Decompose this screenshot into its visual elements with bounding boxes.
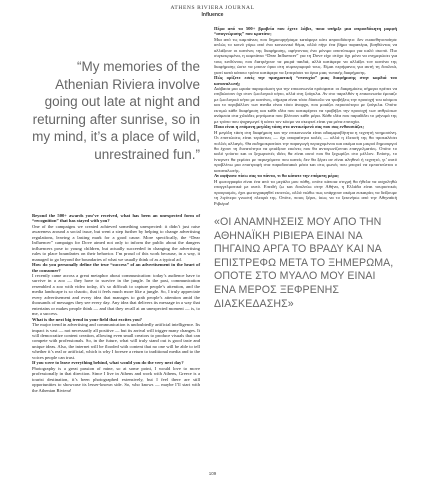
interview-question: Αν αφήνατε πίσω σας τα πάντα, τι θα κάνατε την επόμενη μέρα; (214, 173, 339, 179)
pullquote-greek: «ΟΙ ΑΝΑΜΝΗΣΕΙΣ ΜΟΥ ΑΠΟ ΤΗΝ ΑΘΗΝΑΪΚΗ ΡΙΒΙΕΡΑ ΕΙΝΑΙ ΝΑ ΠΗΓΑΙΝΩ ΑΡΓΑ ΤΟ ΒΡΑΔΥ ΚΑΙ ΝΑ ΕΠΙΣΤΡΕΦΩ ΜΕΤΑ ΤΟ ΞΗΜΕΡΩΜΑ, ΟΠΟΤΕ ΣΤΟ ΜΥΑΛΟ ΜΟΥ ΕΙΝΑΙ ΕΝΑ ΜΕΡΟΣ ΞΕΦΡΕΝΗΣ ΔΙΑΣΚΕΔΑΣΗΣ» (214, 215, 394, 310)
interview-question: If you were to leave everything behind, what would you do the very next day? (32, 360, 184, 366)
interview-answer: I recently came across a great metaphor about communication: today’s audience have to survive in a zoo — they have to survive in the jungle. In the past, communication resembled a zoo with video today, it’s so difficult to capture people’s attention, and the media landscape is so chaotic, that it feels much more like a jungle. So, I truly appreciate every advertisement and every idea that manages to grab people’s attention amid the thousands of messages they see every day. Any idea that delivers its message in a way that entertains or makes people think — and that they recall at an unexpected moment — is, to me, a success. (32, 272, 200, 317)
page-header (0, 5, 425, 18)
interview-answer: Η μεγάλη τάση στη διαφήμιση και την επικοινωνία είναι αδιαμφισβήτητα η τεχνητή νοημοσύνη. Οι επιπτώσεις είναι τεράστιες — όχι απαραίτητα καλές — αλλά η έλευσή της θα προκαλέσει πολλές αλλαγές. Θα εκδημοκρατίσει την παραγωγή περιεχομένου και ακόμα και μικροί δημιουργοί θα έχουν τη δυνατότητα να φτιάξουν εικόνες που θα ανταγωνίζονται επαγγελματίες. Οπότε το καλό γούστο και οι ξεχωριστές ιδέες θα είναι αυτό που θα ξεχωρίζει στο μέλλον. Επίσης, το ίντερνετ θα γεμίσει με περιεχόμενο που κανείς δεν θα ξέρει αν είναι αληθινό ή τεχνητό, γι’ αυτό προβλέπω μια επιστροφή στα παραδοσιακά μέσα και στις φωνές που μπορεί να εμπιστεύεται ο καταναλωτής. (214, 129, 397, 173)
right-column (214, 26, 397, 311)
interview-answer: Διάβασα μια ωραία παρομοίωση για την επικοινωνία πρόσφατα: οι διαφημίσεις σήμερα πρέπει να επιβιώσουν όχι στον ζωολογικό κήπο, αλλά στη ζούγκλα. Αν στο παρελθόν η επικοινωνία έμοιαζε με ζωολογικό κήπο με κανόνες, σήμερα είναι τόσο δύσκολο να τραβήξεις την προσοχή του κόσμου και το περιβάλλον των media είναι τόσο άναρχο, που μοιάζει περισσότερο με ζούγκλα. Οπότε εκτιμώ κάθε διαφήμιση και κάθε ιδέα που καταφέρνει να τραβήξει την προσοχή των ανθρώπων ανάμεσα στα χιλιάδες μηνύματα που βλέπουν κάθε μέρα. Κάθε ιδέα που παραδίδει το μήνυμά της με τρόπο που ψυχαγωγεί ή κάνει τον κόσμο να σκεφτεί είναι για μένα επιτυχία. (214, 85, 397, 124)
interview-answer: One of the campaigns we created achieved something unexpected: it didn’t just raise awareness around a social issue, but went a step further by helping to change advertising regulations, leaving a lasting mark for a good cause. More specifically, the “Dear Influencer” campaign for Dove aimed not only to inform the public about the dangers influencers pose to young children, but actually succeeded in changing the advertising rules to place boundaries on their behavior. I’m proud of this work because, in a way, it managed to go beyond the boundaries of what we usually think of as a typical ad. (32, 223, 200, 262)
greek-interview (214, 26, 397, 206)
left-column (32, 58, 200, 393)
interview-answer: Μια από τις καμπάνιες που δημιουργήσαμε κατάφερε κάτι απροσδόκητο: δεν ευαισθητοποίησε απλώς το κοινό γύρω από ένα κοινωνικό θέμα, αλλά πήγε ένα βήμα παραπέρα, βοηθώντας να αλλάξουν οι κανόνες της διαφήμισης, αφήνοντας ένα μόνιμο αποτύπωμα για καλό σκοπό. Πιο συγκεκριμένα, η καμπάνια “Dear Influencer” για τη Dove είχε στόχο όχι μόνο να ενημερώσει για τους κινδύνους που διατρέχουν τα μικρά παιδιά, αλλά κατάφερε να αλλάξει τον κανόνα της διαφήμισης ώστε να μπουν όρια στη συμπεριφορά τους. Είμαι περήφανος για αυτή τη δουλειά, γιατί κατά κάποιο τρόπο κατάφερε να ξεπεράσει τα όρια μιας τυπικής διαφήμισης. (214, 36, 397, 75)
english-interview (32, 213, 200, 393)
interview-question: Πέρα από τα 500+ βραβεία που έχετε λάβει, ποια υπήρξε μια απροσδόκητη μορφή “αναγνώρισης” που κρατάτε; (214, 26, 397, 37)
magazine-title: ATHENS RIVIERA JOURNAL (170, 5, 255, 11)
interview-question: Ποια είναι η επόμενη μεγάλη τάση στο αντικείμενό σας που σας ενθουσιάζει; (214, 124, 364, 130)
interview-question: What is the next big trend in your field that excites you? (32, 316, 142, 322)
pullquote-english: “My memories of the Athenian Riviera involve going out late at night and returning after sunrise, so in my mind, it’s a place of wild, unrestrained fun.” (32, 59, 200, 162)
interview-answer: Η φωτογραφία είναι ένα από τα μεγάλα μου πάθη, οπότε κάποια στιγμή θα ήθελα να ασχοληθώ επαγγελματικά με αυτό. Επειδή ζω και δουλεύω στην Αθήνα, η Ελλάδα είναι τουριστικός προορισμός, έχει φωτογραφηθεί εκτενώς, αλλά νιώθω πως υπάρχουν ακόμα ευκαιρίες να δείξουμε τη λιγότερο γνωστή πλευρά της. Οπότε, ποιος ξέρει, ίσως να το ξεκινήσω από την Αθηναϊκή Ριβιέρα! (214, 178, 397, 206)
interview-question: Beyond the 500+ awards you’ve received, what has been an unexpected form of “recognition” that has stayed with you? (32, 213, 200, 224)
interview-answer: Photography is a great passion of mine, so at some point, I would love to move professionally in that direction. Since I live in Athens and work with Athens, Greece is a tourist destination, it’s been photographed extensively, but I feel there are still opportunities to showcase its lesser-known side. So, who knows — maybe I’ll start with the Athenian Riviera! (32, 365, 200, 393)
page-number: 109 (208, 471, 217, 476)
interview-question: Πώς ορίζετε εσείς την πραγματική “επιτυχία” μιας διαφήμισης στην καρδιά του καταναλωτή; (214, 75, 397, 86)
interview-answer: The major trend in advertising and communication is undoubtedly artificial intelligence. Its impact is vast — not necessarily all positive — but its arrival will trigger many changes. It will democratize content creation, allowing even small creators to produce visuals that can compete with professionals. So, in the future, what will truly stand out is good taste and unique ideas. Also, the internet will be flooded with content that no one will be able to tell whether it’s real or artificial, which is why I foresee a return to traditional media and to the voices people can trust. (32, 322, 200, 360)
section-label: Influence (201, 12, 224, 18)
interview-question: How do you personally define the true “success” of an advertisement in the heart of the consumer? (32, 262, 200, 273)
